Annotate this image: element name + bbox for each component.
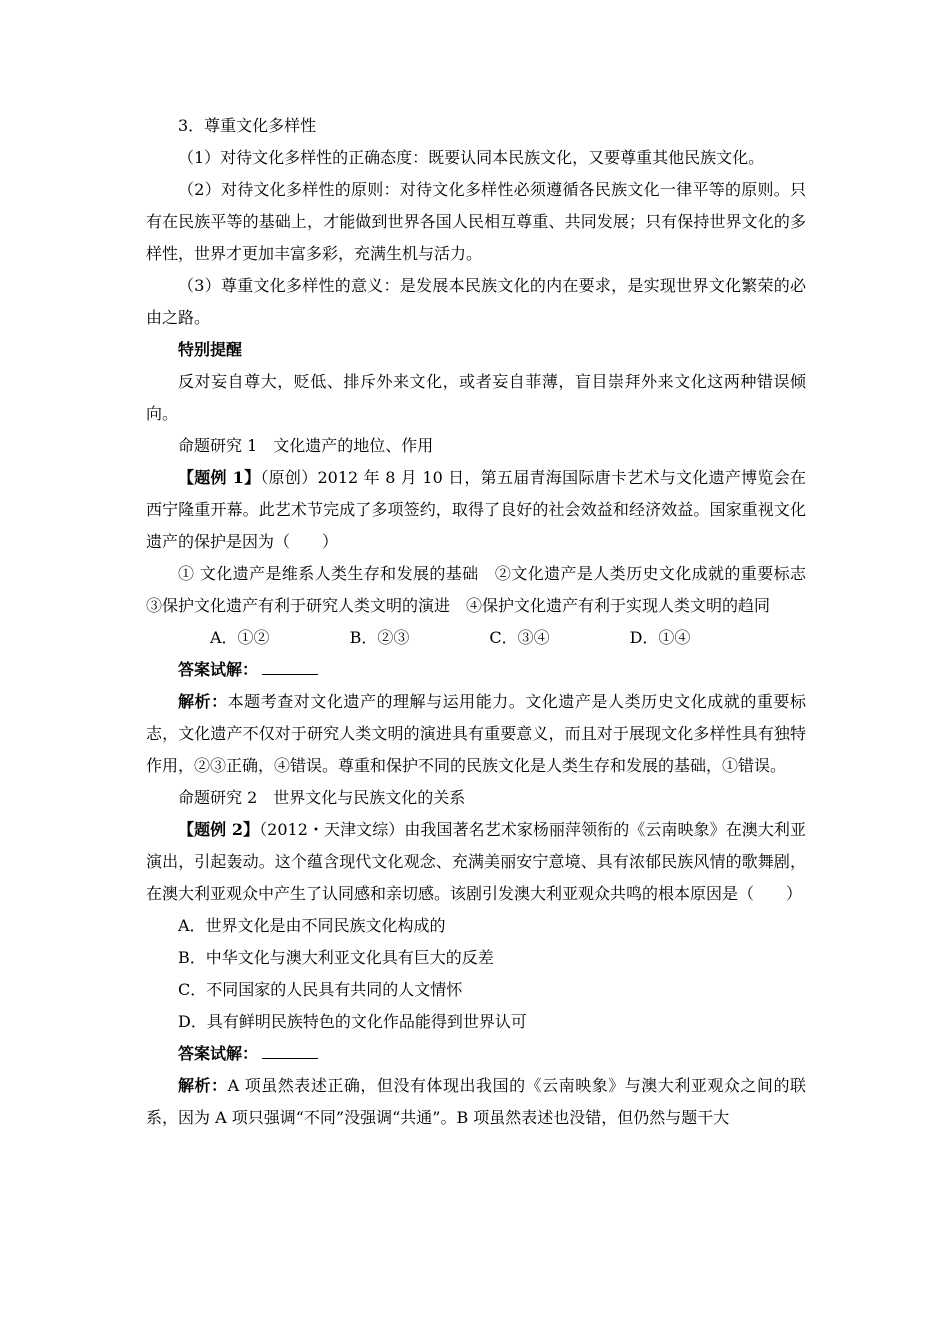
- example-paragraph: [146, 814, 806, 910]
- answer-line: [146, 654, 806, 686]
- option: D．具有鲜明民族特色的文化作品能得到世界认可: [178, 1012, 527, 1031]
- answer-line: [146, 1038, 806, 1070]
- option: C．③④: [489, 628, 550, 647]
- analysis-paragraph: [146, 1070, 806, 1134]
- option: B．②③: [349, 628, 410, 647]
- analysis-paragraph: [146, 686, 806, 782]
- answer-blank[interactable]: [262, 1044, 318, 1059]
- example-label: 【题例 2】: [178, 820, 260, 839]
- reminder-heading: 特别提醒: [178, 340, 243, 359]
- paragraph: （2）对待文化多样性的原则：对待文化多样性必须遵循各民族文化一律平等的原则。只有在民族平等的基础上，才能做到世界各国人民相互尊重、共同发展；只有保持世界文化的多样性，世界才更加丰富多彩，充满生机与活力。: [146, 180, 806, 263]
- study-title: 命题研究 2 世界文化与民族文化的关系: [178, 788, 466, 807]
- example-text: （2012・天津文综）由我国著名艺术家杨丽萍领衔的《云南映象》在澳大利亚演出，引起轰动。这个蕴含现代文化观念、充满美丽安宁意境、具有浓郁民族风情的歌舞剧，在澳大利亚观众中产生了认同感和亲切感。该剧引发澳大利亚观众共鸣的根本原因是（ ）: [146, 820, 806, 903]
- study-title: 命题研究 1 文化遗产的地位、作用: [178, 436, 434, 455]
- document-body: [146, 110, 823, 1134]
- analysis-text: A 项虽然表述正确，但没有体现出我国的《云南映象》与澳大利亚观众之间的联系，因为 A 项只强调“不同”没强调“共通”。B 项虽然表述也没错，但仍然与题干大: [146, 1076, 806, 1127]
- example-paragraph: [146, 462, 806, 558]
- reminder-text: 反对妄自尊大，贬低、排斥外来文化，或者妄自菲薄，盲目崇拜外来文化这两种错误倾向。: [146, 372, 806, 423]
- paragraph: （1）对待文化多样性的正确态度：既要认同本民族文化，又要尊重其他民族文化。: [178, 148, 765, 167]
- answer-label: 答案试解：: [178, 660, 259, 679]
- option: C．不同国家的人民具有共同的人文情怀: [178, 980, 463, 999]
- example-text: （原创）2012 年 8 月 10 日，第五届青海国际唐卡艺术与文化遗产博览会在西宁隆重开幕。此艺术节完成了多项签约，取得了良好的社会效益和经济效益。国家重视文化遗产的保护是因为（ ）: [146, 468, 806, 551]
- option: B．中华文化与澳大利亚文化具有巨大的反差: [178, 948, 494, 967]
- analysis-label: 解析：: [178, 692, 228, 711]
- options-row: [146, 622, 806, 654]
- answer-label: 答案试解：: [178, 1044, 259, 1063]
- answer-blank[interactable]: [262, 660, 318, 675]
- section-heading: 3．尊重文化多样性: [178, 116, 317, 135]
- analysis-text: 本题考查对文化遗产的理解与运用能力。文化遗产是人类历史文化成就的重要标志，文化遗产不仅对于研究人类文明的演进具有重要意义，而且对于展现文化多样性具有独特作用，②③正确，④错误。尊重和保护不同的民族文化是人类生存和发展的基础，①错误。: [146, 692, 806, 775]
- paragraph: （3）尊重文化多样性的意义：是发展本民族文化的内在要求，是实现世界文化繁荣的必由之路。: [146, 276, 806, 327]
- option: A．①②: [210, 628, 270, 647]
- analysis-label: 解析：: [178, 1076, 228, 1095]
- option: A．世界文化是由不同民族文化构成的: [178, 916, 446, 935]
- example-label: 【题例 1】: [178, 468, 261, 487]
- statements: ① 文化遗产是维系人类生存和发展的基础 ②文化遗产是人类历史文化成就的重要标志 ③保护文化遗产有利于研究人类文明的演进 ④保护文化遗产有利于实现人类文明的趋同: [146, 564, 823, 615]
- option: D．①④: [629, 628, 691, 647]
